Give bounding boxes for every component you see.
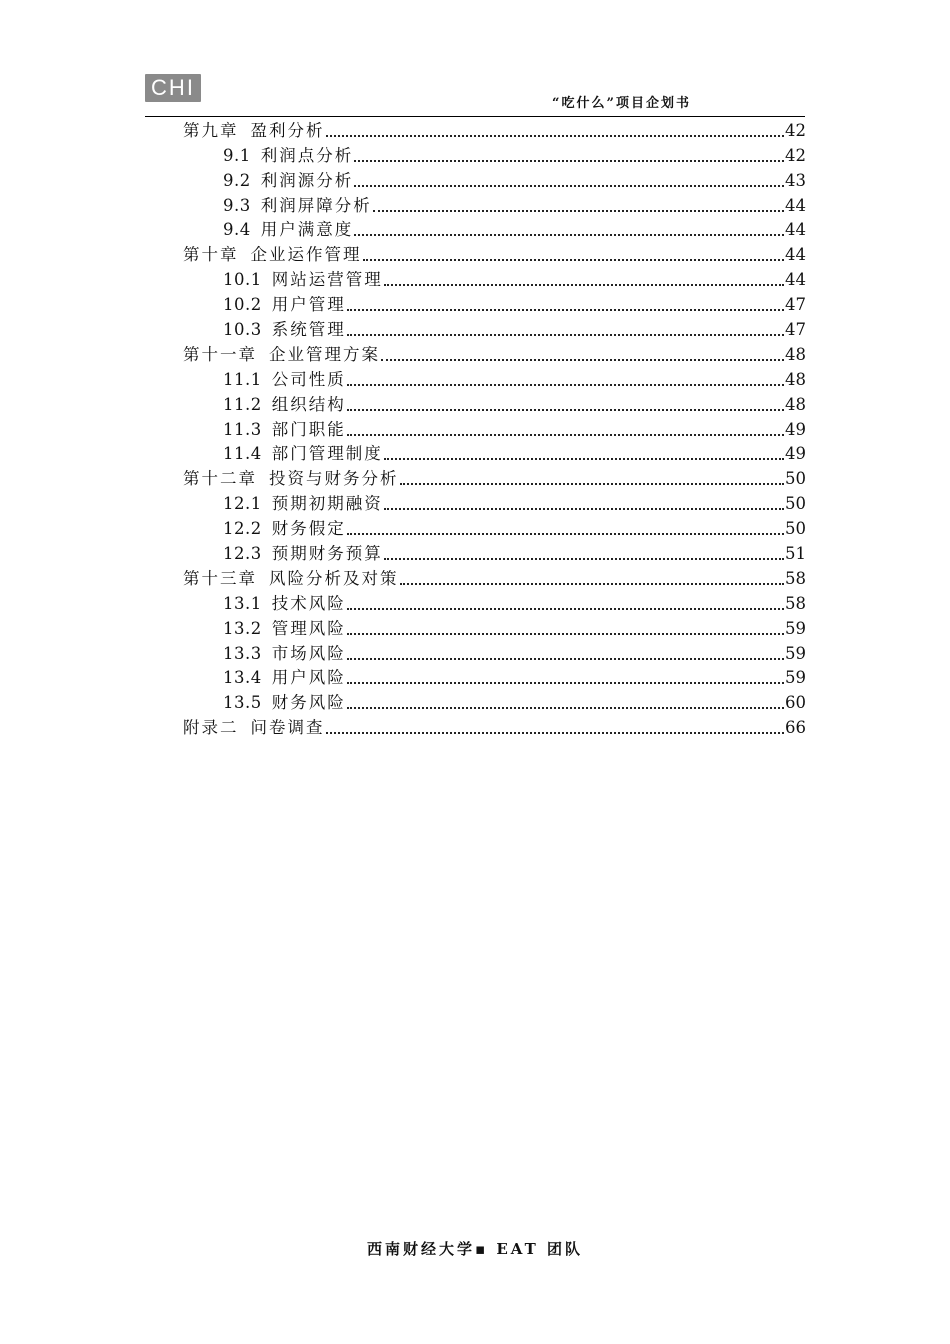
toc-dot-leader <box>400 481 785 485</box>
toc-entry-title: 用户风险 <box>271 668 346 688</box>
toc-entry-label <box>223 295 346 315</box>
toc-entry-number: 13.2 <box>223 618 262 638</box>
toc-entry-label <box>223 320 346 340</box>
toc-page-number: 44 <box>785 270 806 290</box>
toc-entry-title: 盈利分析 <box>250 120 325 140</box>
toc-entry-number: 第十三章 <box>183 568 257 588</box>
toc-page-number: 58 <box>785 593 806 613</box>
toc-entry-number: 11.2 <box>223 394 262 414</box>
toc-entry-number: 13.5 <box>223 693 262 713</box>
toc-dot-leader <box>347 680 784 684</box>
toc-page-number: 66 <box>785 718 806 738</box>
toc-entry-number: 第十二章 <box>183 469 257 489</box>
toc-entry-title: 预期初期融资 <box>271 494 383 514</box>
toc-entry-label <box>223 220 353 240</box>
toc-chapter-entry[interactable] <box>183 340 806 365</box>
toc-page-number: 42 <box>785 120 806 140</box>
toc-entry-number: 12.2 <box>223 519 262 539</box>
toc-chapter-entry[interactable] <box>183 116 806 141</box>
toc-page-number: 59 <box>785 668 806 688</box>
toc-dot-leader <box>347 382 784 386</box>
toc-entry-number: 11.3 <box>223 419 262 439</box>
toc-section-entry[interactable] <box>183 216 806 241</box>
toc-dot-leader <box>400 581 785 585</box>
toc-entry-title: 利润屏障分析 <box>260 195 372 215</box>
toc-entry-title: 技术风险 <box>271 593 346 613</box>
toc-entry-number: 13.4 <box>223 668 262 688</box>
toc-entry-title: 部门职能 <box>271 419 346 439</box>
footer-text: 西南财经大学▪ EAT 团队 <box>366 1240 584 1258</box>
toc-section-entry[interactable] <box>183 639 806 664</box>
toc-entry-number: 第十章 <box>183 245 239 265</box>
toc-entry-label <box>223 644 346 664</box>
toc-entry-number: 9.4 <box>223 220 251 240</box>
toc-section-entry[interactable] <box>183 166 806 191</box>
toc-entry-label <box>223 668 346 688</box>
toc-dot-leader <box>326 133 785 137</box>
toc-section-entry[interactable] <box>183 141 806 166</box>
toc-entry-title: 预期财务预算 <box>271 544 383 564</box>
toc-entry-title: 市场风险 <box>271 643 346 663</box>
toc-entry-title: 风险分析及对策 <box>269 568 399 588</box>
toc-entry-label <box>183 345 380 365</box>
toc-section-entry[interactable] <box>183 589 806 614</box>
toc-entry-label <box>223 171 353 191</box>
toc-section-entry[interactable] <box>183 664 806 689</box>
toc-section-entry[interactable] <box>183 365 806 390</box>
toc-page-number: 47 <box>785 320 806 340</box>
toc-entry-title: 财务风险 <box>271 693 346 713</box>
toc-dot-leader <box>347 705 784 709</box>
toc-section-entry[interactable] <box>183 415 806 440</box>
toc-dot-leader <box>347 606 784 610</box>
toc-dot-leader <box>347 432 784 436</box>
toc-section-entry[interactable] <box>183 315 806 340</box>
toc-entry-title: 组织结构 <box>271 394 346 414</box>
toc-dot-leader <box>347 332 784 336</box>
toc-entry-title: 问卷调查 <box>250 718 325 738</box>
toc-entry-label <box>223 519 346 539</box>
toc-page-number: 43 <box>785 170 806 190</box>
toc-section-entry[interactable] <box>183 390 806 415</box>
toc-section-entry[interactable] <box>183 614 806 639</box>
toc-entry-label <box>223 494 383 514</box>
toc-chapter-entry[interactable] <box>183 240 806 265</box>
toc-page-number: 49 <box>785 444 806 464</box>
toc-dot-leader <box>354 232 784 236</box>
toc-dot-leader <box>384 506 784 510</box>
toc-entry-number: 11.1 <box>223 369 262 389</box>
toc-entry-label <box>183 245 362 265</box>
toc-entry-title: 财务假定 <box>271 519 346 539</box>
toc-dot-leader <box>354 183 784 187</box>
toc-chapter-entry[interactable] <box>183 564 806 589</box>
toc-entry-number: 12.1 <box>223 494 262 514</box>
toc-section-entry[interactable] <box>183 688 806 713</box>
toc-entry-title: 网站运营管理 <box>271 270 383 290</box>
toc-page-number: 48 <box>785 394 806 414</box>
toc-page-number: 59 <box>785 643 806 663</box>
toc-dot-leader <box>384 282 784 286</box>
toc-dot-leader <box>326 730 785 734</box>
toc-chapter-entry[interactable] <box>183 713 806 738</box>
toc-page-number: 59 <box>785 618 806 638</box>
toc-entry-title: 管理风险 <box>271 618 346 638</box>
toc-page-number: 50 <box>785 519 806 539</box>
toc-entry-title: 利润点分析 <box>260 145 354 165</box>
toc-page-number: 44 <box>785 195 806 215</box>
toc-dot-leader <box>384 456 784 460</box>
toc-dot-leader <box>347 656 784 660</box>
toc-section-entry[interactable] <box>183 265 806 290</box>
toc-entry-title: 部门管理制度 <box>271 444 383 464</box>
toc-entry-number: 10.2 <box>223 295 262 315</box>
toc-dot-leader <box>381 357 784 361</box>
toc-entry-number: 10.1 <box>223 270 262 290</box>
toc-dot-leader <box>347 407 784 411</box>
toc-entry-label <box>183 469 399 489</box>
toc-entry-title: 用户满意度 <box>260 220 354 240</box>
toc-entry-label <box>223 619 346 639</box>
toc-page-number: 44 <box>785 220 806 240</box>
toc-entry-label <box>223 270 383 290</box>
toc-entry-number: 9.1 <box>223 145 251 165</box>
toc-entry-number: 13.3 <box>223 643 262 663</box>
toc-dot-leader <box>363 257 785 261</box>
toc-entry-label <box>183 121 325 141</box>
toc-page-number: 51 <box>785 544 806 564</box>
toc-entry-number: 13.1 <box>223 593 262 613</box>
toc-dot-leader <box>347 531 784 535</box>
toc-dot-leader <box>354 158 784 162</box>
toc-entry-label <box>183 718 325 738</box>
toc-entry-label <box>223 196 372 216</box>
toc-dot-leader <box>384 556 784 560</box>
toc-entry-title: 投资与财务分析 <box>269 469 399 489</box>
toc-entry-number: 附录二 <box>183 718 239 738</box>
toc-page-number: 60 <box>785 693 806 713</box>
toc-page-number: 49 <box>785 419 806 439</box>
toc-entry-number: 10.3 <box>223 320 262 340</box>
toc-entry-number: 9.2 <box>223 170 251 190</box>
toc-page-number: 44 <box>785 245 806 265</box>
toc-entry-number: 9.3 <box>223 195 251 215</box>
toc-section-entry[interactable] <box>183 440 806 465</box>
toc-page-number: 48 <box>785 344 806 364</box>
table-of-contents <box>183 116 806 738</box>
toc-section-entry[interactable] <box>183 539 806 564</box>
toc-page-number: 58 <box>785 568 806 588</box>
toc-page-number: 50 <box>785 494 806 514</box>
toc-page-number: 48 <box>785 369 806 389</box>
toc-dot-leader <box>373 208 784 212</box>
chi-logo: CHI <box>145 74 201 102</box>
toc-entry-number: 第九章 <box>183 120 239 140</box>
toc-entry-label <box>223 594 346 614</box>
document-title: “吃什么”项目企划书 <box>552 96 691 111</box>
toc-entry-label <box>223 544 383 564</box>
toc-dot-leader <box>347 631 784 635</box>
toc-entry-title: 系统管理 <box>271 320 346 340</box>
toc-section-entry[interactable] <box>183 489 806 514</box>
toc-page-number: 47 <box>785 295 806 315</box>
toc-entry-label <box>223 146 353 166</box>
toc-dot-leader <box>347 307 784 311</box>
toc-entry-label <box>223 420 346 440</box>
toc-entry-title: 利润源分析 <box>260 170 354 190</box>
toc-section-entry[interactable] <box>183 514 806 539</box>
toc-entry-label <box>223 370 346 390</box>
toc-entry-number: 第十一章 <box>183 344 257 364</box>
toc-section-entry[interactable] <box>183 191 806 216</box>
toc-entry-label <box>183 569 399 589</box>
toc-page-number: 42 <box>785 145 806 165</box>
toc-entry-label <box>223 395 346 415</box>
toc-entry-title: 企业管理方案 <box>269 344 380 364</box>
toc-entry-label <box>223 693 346 713</box>
toc-entry-title: 企业运作管理 <box>250 245 362 265</box>
toc-chapter-entry[interactable] <box>183 464 806 489</box>
toc-page-number: 50 <box>785 469 806 489</box>
toc-entry-label <box>223 444 383 464</box>
toc-entry-title: 公司性质 <box>271 369 346 389</box>
toc-entry-number: 11.4 <box>223 444 262 464</box>
toc-entry-title: 用户管理 <box>271 295 346 315</box>
toc-section-entry[interactable] <box>183 290 806 315</box>
toc-entry-number: 12.3 <box>223 544 262 564</box>
